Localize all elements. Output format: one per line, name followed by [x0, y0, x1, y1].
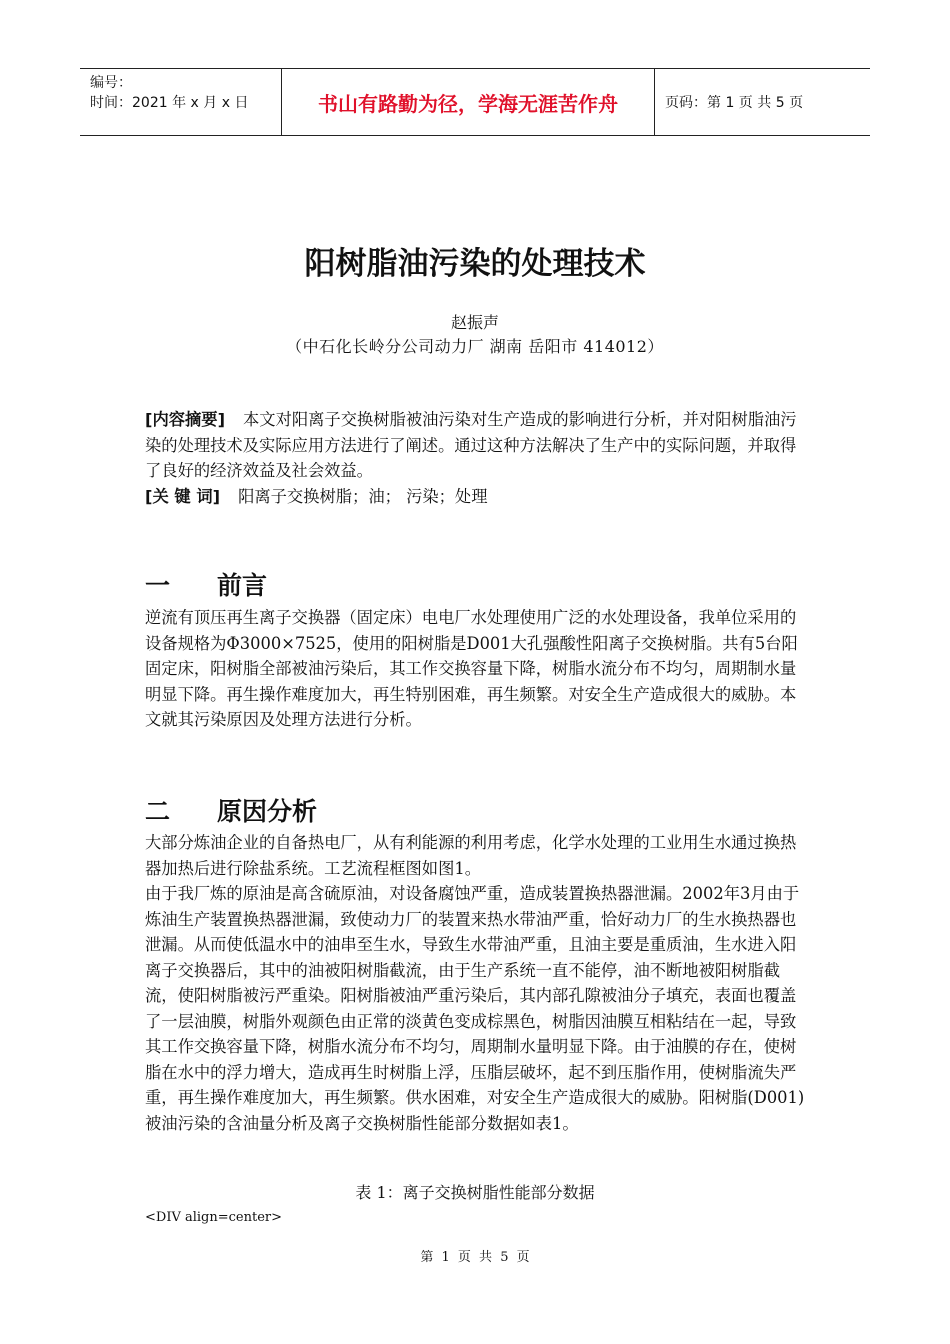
section-heading-2	[145, 792, 317, 828]
section-heading-1	[145, 566, 267, 602]
section-number: 二	[145, 797, 171, 826]
document-title: 阳树脂油污染的处理技术	[304, 246, 646, 282]
keywords-label: [关 键 词]	[145, 486, 221, 506]
abstract-block	[145, 407, 805, 509]
section-body-1	[145, 605, 805, 733]
section-number: 一	[145, 571, 171, 600]
section-title: 原因分析	[217, 797, 318, 826]
page-header	[80, 68, 870, 136]
section-title: 前言	[217, 571, 268, 600]
table-caption: 表 1：离子交换树脂性能部分数据	[355, 1183, 595, 1202]
paragraph: 逆流有顶压再生离子交换器（固定床）电电厂水处理使用广泛的水处理设备，我单位采用的设备规格为Φ3000×7525，使用的阳树脂是D001大孔强酸性阳离子交换树脂。共有5台阳固定床，阳树脂全部被油污染后，其工作交换容量下降，树脂水流分布不均匀，周期制水量明显下降。再生操作难度加大，再生特别困难，再生频繁。对安全生产造成很大的威胁。本文就其污染原因及处理方法进行分析。	[145, 608, 798, 729]
author-affiliation: （中石化长岭分公司动力厂 湖南 岳阳市 414012）	[286, 337, 664, 356]
abstract-text: 本文对阳离子交换树脂被油污染对生产造成的影响进行分析，并对阳树脂油污染的处理技术及实际应用方法进行了阐述。通过这种方法解决了生产中的实际问题，并取得了良好的经济效益及社会效益。	[145, 410, 797, 480]
html-code-text: <DIV align=center>	[145, 1210, 282, 1225]
header-page-number: 页码：第 1 页 共 5 页	[665, 95, 804, 111]
page-footer: 第 1 页 共 5 页	[420, 1250, 530, 1265]
abstract-label: [内容摘要]	[145, 410, 226, 429]
author-name: 赵振声	[450, 313, 499, 332]
header-motto: 书山有路勤为径，学海无涯苦作舟	[282, 69, 655, 135]
paragraph: 由于我厂炼的原油是高含硫原油，对设备腐蚀严重，造成装置换热器泄漏。2002年3月由于炼油生产装置换热器泄漏，致使动力厂的装置来热水带油严重，恰好动力厂的生水换热器也泄漏。从而使低温水中的油串至生水，导致生水带油严重，且油主要是重质油，生水进入阳离子交换器后，其中的油被阳树脂截流，由于生产系统一直不能停，油不断地被阳树脂截流，使阳树脂被污严重染。阳树脂被油严重污染后，其内部孔隙被油分子填充，表面也覆盖了一层油膜，树脂外观颜色由正常的淡黄色变成棕黑色，树脂因油膜互相粘结在一起，导致其工作交换容量下降，树脂水流分布不均匀，周期制水量明显下降。由于油膜的存在，使树脂在水中的浮力增大，造成再生时树脂上浮，压脂层破坏，起不到压脂作用，使树脂流失严重，再生操作难度加大，再生频繁。供水困难，对安全生产造成很大的威胁。阳树脂(D001)被油污染的含油量分析及离子交换树脂性能部分数据如表1。	[145, 884, 805, 1133]
keywords-text: 阳离子交换树脂；油； 污染；处理	[238, 486, 488, 506]
header-meta-cell	[80, 69, 282, 135]
document-number: 编号：	[90, 75, 132, 91]
document-date: 时间：2021 年 x 月 x 日	[90, 95, 249, 111]
section-body-2	[145, 830, 805, 1136]
paragraph: 大部分炼油企业的自备热电厂，从有利能源的利用考虑，化学水处理的工业用生水通过换热器加热后进行除盐系统。工艺流程框图如图1。	[145, 833, 797, 878]
